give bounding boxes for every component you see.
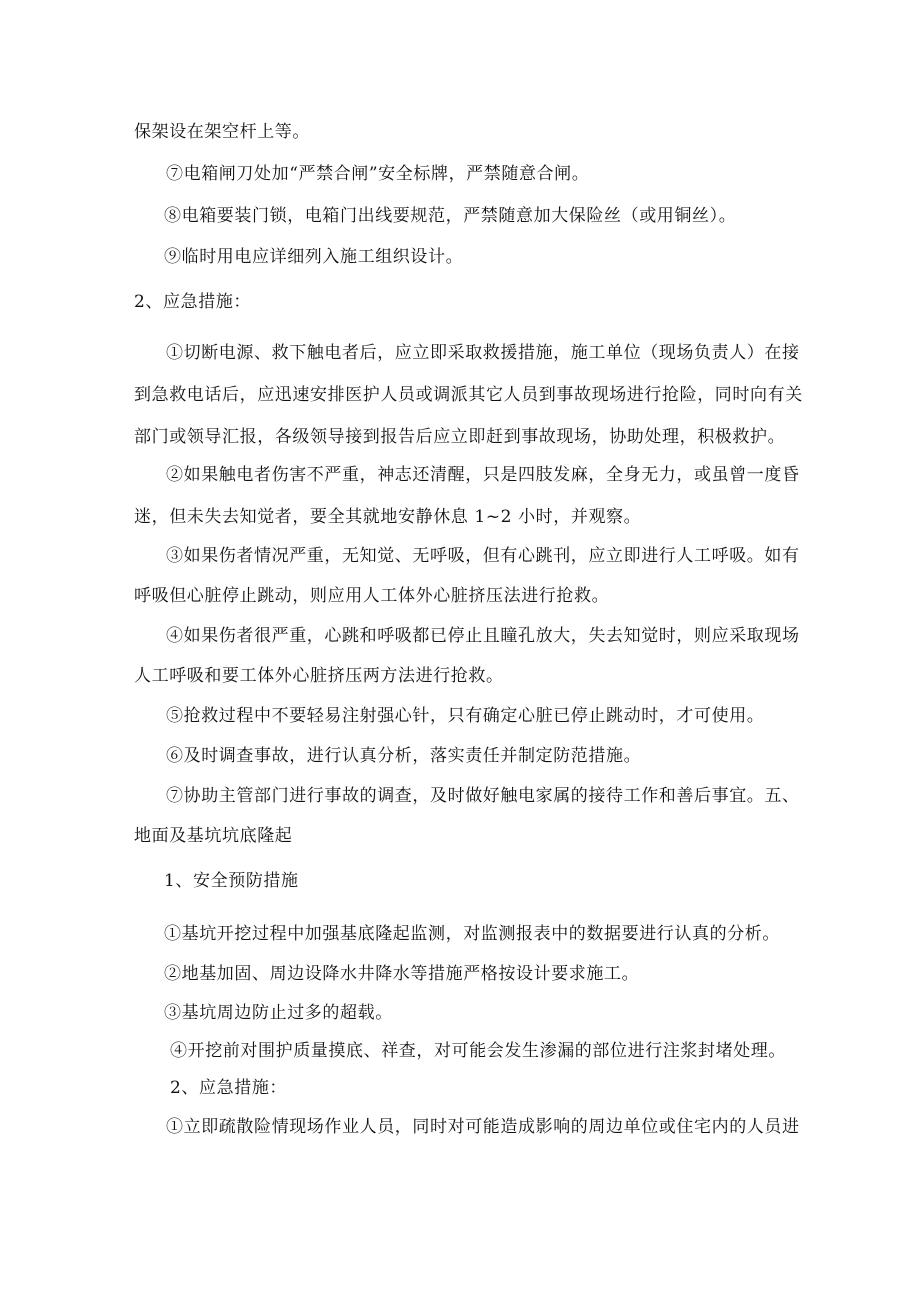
text-line-8: 部门或领导汇报，各级领导接到报告后应立即赶到事故现场，协助处理，积极救护。 — [134, 427, 786, 447]
section-heading-prevention: 1、安全预防措施 — [164, 871, 299, 891]
text-line-22: ③基坑周边防止过多的超载。 — [164, 1003, 393, 1023]
text-line-10: 迷，但未失去知觉者，要全其就地安静休息 1~2 小时，并观察。 — [134, 507, 642, 527]
text-line-23: ④开挖前对围护质量摸底、祥查，对可能会发生渗漏的部位进行注浆封堵处理。 — [170, 1041, 786, 1061]
text-line-3: ⑧电箱要装门锁，电箱门出线要规范，严禁随意加大保险丝（或用铜丝）。 — [164, 206, 737, 226]
text-line-12: 呼吸但心脏停止跳动，则应用人工体外心脏挤压法进行抢救。 — [134, 586, 610, 606]
text-line-2: ⑦电箱闸刀处加“严禁合闸”安全标牌，严禁随意合闸。 — [166, 164, 590, 184]
text-line-11: ③如果伤者情况严重，无知觉、无呼吸，但有心跳刊，应立即进行人工呼吸。如有 — [166, 546, 800, 566]
text-line-15: ⑤抢救过程中不要轻易注射强心针，只有确定心脏已停止跳动时，才可使用。 — [166, 706, 765, 726]
text-line-13: ④如果伤者很严重，心跳和呼吸都已停止且瞳孔放大，失去知觉时，则应采取现场 — [166, 626, 800, 646]
text-line-25: ①立即疏散险情现场作业人员，同时对可能造成影响的周边单位或住宅内的人员进 — [166, 1117, 800, 1137]
text-line-7: 到急救电话后，应迅速安排医护人员或调派其它人员到事故现场进行抢险，同时向有关 — [134, 385, 803, 405]
section-heading-emergency-2: 2、应急措施： — [170, 1078, 288, 1098]
text-line-16: ⑥及时调查事故，进行认真分析，落实责任并制定防范措施。 — [166, 746, 642, 766]
text-line-14: 人工呼吸和要工体外心脏挤压两方法进行抢救。 — [134, 666, 504, 686]
text-line-18: 地面及基坑坑底隆起 — [134, 826, 293, 846]
text-line-9: ②如果触电者伤害不严重，神志还清醒，只是四肢发麻，全身无力，或虽曾一度昏 — [166, 465, 800, 485]
text-line-20: ①基坑开挖过程中加强基底隆起监测，对监测报表中的数据要进行认真的分析。 — [164, 924, 780, 944]
text-line-4: ⑨临时用电应详细列入施工组织设计。 — [164, 247, 464, 267]
text-line-6: ①切断电源、救下触电者后，应立即采取救援措施，施工单位（现场负责人）在接 — [166, 343, 800, 363]
text-line-1: 保架设在架空杆上等。 — [134, 122, 310, 142]
text-line-21: ②地基加固、周边设降水井降水等措施严格按设计要求施工。 — [164, 964, 640, 984]
section-heading-emergency-1: 2、应急措施： — [134, 292, 252, 312]
text-line-17: ⑦协助主管部门进行事故的调查，及时做好触电家属的接待工作和善后事宜。五、 — [166, 786, 800, 806]
